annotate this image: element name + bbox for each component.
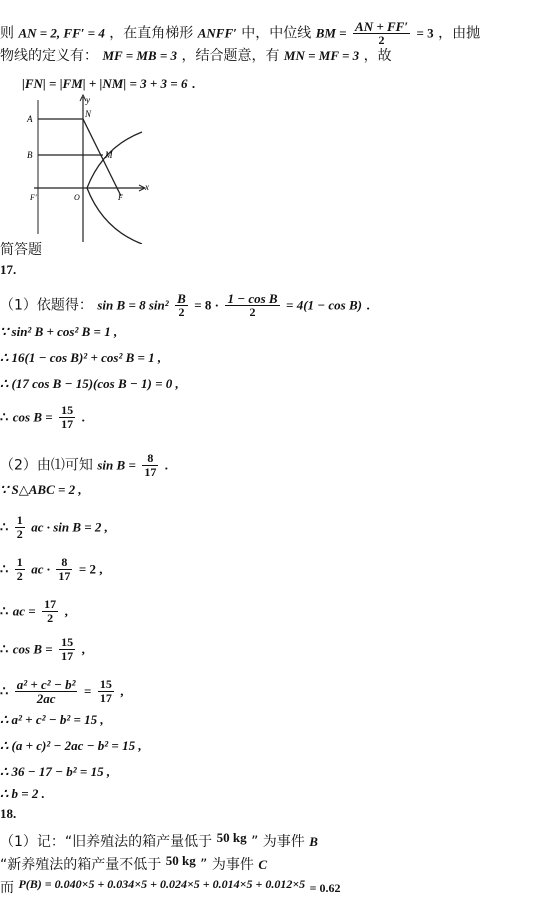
intro-line-3 — [22, 76, 195, 92]
text: , — [120, 683, 124, 699]
numerator: 1 − cos B — [227, 291, 278, 306]
therefore: ∴ — [0, 561, 9, 577]
text: 中，中位线 — [241, 25, 312, 42]
section-label: 简答题 — [0, 242, 42, 258]
q17-t5 — [0, 636, 85, 663]
label-o: O — [74, 193, 80, 202]
math: B — [309, 834, 318, 849]
parabola-trapezoid-figure — [24, 92, 154, 244]
text: . — [366, 297, 370, 313]
math: ac · sin B = 2 , — [31, 519, 108, 535]
label-f: F — [118, 193, 123, 202]
text: ，故 — [363, 48, 392, 64]
section-title — [0, 242, 42, 258]
fraction — [59, 636, 75, 663]
text: 则 — [0, 25, 14, 42]
q17-p2 — [0, 452, 168, 479]
math: sin B = 8 sin² — [97, 297, 169, 313]
fraction — [15, 514, 25, 541]
q18-line-2 — [0, 853, 267, 873]
therefore: ∴ — [0, 683, 9, 699]
q17-t2 — [0, 514, 108, 541]
numerator: 17 — [44, 597, 57, 611]
text: ，在直角梯形 — [109, 25, 194, 42]
text: “新养殖法的箱产量不低于 — [0, 857, 162, 873]
q17-s2: ∴ 16(1 − cos B)² + cos² B = 1 , — [0, 350, 162, 365]
denominator: 2 — [47, 611, 54, 625]
label-x: x — [145, 182, 149, 192]
q17-s1: ∵ sin² B + cos² B = 1 , — [0, 324, 118, 339]
text: , — [81, 641, 85, 657]
label-a: A — [27, 114, 33, 124]
numerator: AN + FF′ — [355, 19, 409, 34]
fraction — [353, 20, 410, 47]
math: BM = — [315, 25, 347, 41]
therefore: ∴ — [0, 409, 9, 425]
math: = — [83, 683, 92, 699]
intro-line-2 — [0, 48, 392, 64]
text: = 2 , — [78, 561, 103, 577]
denominator: 2 — [16, 527, 23, 541]
q17-t4 — [0, 598, 68, 625]
denominator: 2 — [249, 305, 256, 319]
math: ac = — [12, 603, 36, 619]
fraction — [225, 292, 279, 319]
therefore: ∴ — [0, 641, 9, 657]
q17-t10: ∴ b = 2 . — [0, 786, 45, 801]
text: （1）记：“旧养殖法的箱产量低于 — [0, 834, 213, 850]
math: = 4(1 − cos B) — [286, 297, 362, 313]
text: ” 为事件 — [200, 857, 254, 873]
q17-number — [0, 262, 16, 278]
therefore: ∴ — [0, 603, 9, 619]
math: |FN| = |FM| + |NM| = 3 + 3 = 6 — [22, 76, 188, 91]
question-number: 18. — [0, 806, 17, 821]
denominator: 17 — [58, 569, 71, 583]
math: ac · — [31, 561, 50, 577]
q17-t6 — [0, 678, 124, 705]
math: AN = 2, FF′ = 4 — [18, 25, 105, 41]
fraction — [42, 598, 58, 625]
denominator: 17 — [99, 691, 112, 705]
text: . — [191, 76, 196, 91]
math: 50 kg — [216, 830, 247, 845]
q17-t3 — [0, 556, 103, 583]
question-number: 17. — [0, 262, 17, 277]
label-n: N — [85, 109, 92, 119]
denominator: 2 — [378, 33, 385, 47]
therefore: ∴ — [0, 519, 9, 535]
text: 物线的定义有： — [0, 48, 98, 64]
text: , — [64, 603, 68, 619]
q17-t1: ∵ S△ABC = 2 , — [0, 482, 82, 497]
math: = 3 — [416, 25, 434, 41]
q18-line-3 — [0, 876, 340, 896]
text: （2）由⑴可知 — [0, 457, 93, 474]
q17-t9: ∴ 36 − 17 − b² = 15 , — [0, 764, 111, 779]
numerator: a² + c² − b² — [16, 677, 76, 692]
math: ANFF′ — [197, 25, 237, 41]
numerator: 8 — [142, 452, 158, 466]
fraction — [98, 678, 114, 705]
denominator: 2 — [178, 305, 185, 319]
text: . — [81, 409, 85, 425]
fraction — [15, 556, 25, 583]
denominator: 2ac — [36, 691, 56, 706]
math: = 0.62 — [309, 881, 341, 895]
fraction — [15, 678, 78, 705]
math: 50 kg — [165, 853, 196, 868]
denominator: 17 — [61, 649, 74, 663]
math: cos B = — [12, 409, 53, 425]
q18-line-1 — [0, 830, 318, 850]
intro-line-1 — [0, 20, 480, 47]
fraction — [142, 452, 158, 479]
numerator: 15 — [99, 677, 112, 691]
math: P(B) = 0.040×5 + 0.034×5 + 0.024×5 + 0.014×5 + 0.012×5 — [18, 877, 306, 891]
math: cos B = — [12, 641, 53, 657]
fraction — [59, 404, 75, 431]
text: 而 — [0, 880, 14, 896]
text: ，由抛 — [438, 25, 481, 42]
q17-p1 — [0, 292, 370, 319]
text: （1）依题得： — [0, 297, 93, 314]
numerator: 1 — [16, 513, 23, 527]
text: ，结合题意，有 — [181, 48, 280, 64]
numerator: 15 — [61, 403, 74, 417]
denominator: 17 — [61, 417, 74, 431]
label-f-prime: F′ — [30, 193, 37, 202]
fraction — [56, 556, 72, 583]
q17-t7: ∴ a² + c² − b² = 15 , — [0, 712, 104, 727]
math: C — [258, 857, 267, 872]
numerator: B — [177, 291, 186, 306]
q17-s4 — [0, 404, 85, 431]
numerator: 1 — [16, 555, 23, 569]
math: sin B = — [97, 457, 136, 473]
label-b: B — [27, 150, 33, 160]
math: MF = MB = 3 — [102, 48, 177, 63]
label-y: y — [86, 95, 90, 105]
text: . — [164, 457, 169, 473]
numerator: 15 — [61, 635, 74, 649]
fraction — [175, 292, 188, 319]
label-m: M — [105, 150, 113, 160]
q18-number — [0, 806, 16, 822]
denominator: 17 — [144, 465, 157, 479]
math: MN = MF = 3 — [283, 48, 360, 63]
text: ” 为事件 — [251, 834, 305, 850]
q17-s3: ∴ (17 cos B − 15)(cos B − 1) = 0 , — [0, 376, 179, 391]
numerator: 8 — [56, 556, 72, 570]
math: = 8 · — [194, 297, 219, 313]
denominator: 2 — [16, 569, 23, 583]
q17-t8: ∴ (a + c)² − 2ac − b² = 15 , — [0, 738, 142, 753]
